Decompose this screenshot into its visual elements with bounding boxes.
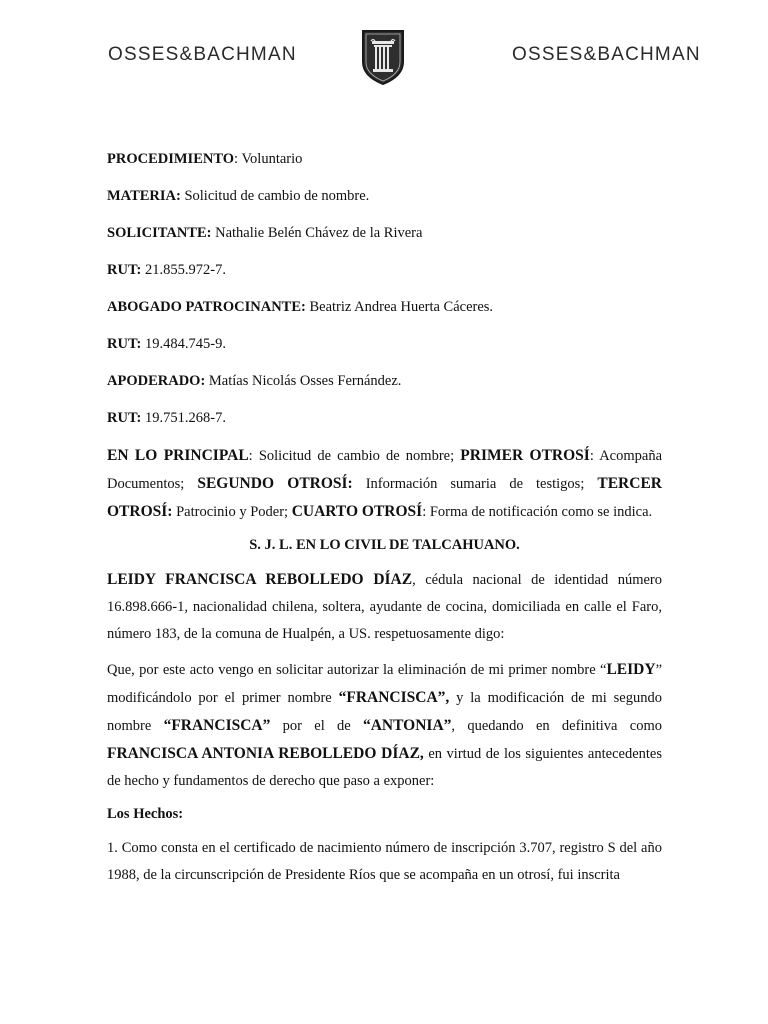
field-rut-apoderado: RUT: 19.751.268-7. (107, 410, 226, 426)
field-rut-solicitante: RUT: 21.855.972-7. (107, 262, 226, 278)
field-rut-abogado: RUT: 19.484.745-9. (107, 336, 226, 352)
court-heading: S. J. L. EN LO CIVIL DE TALCAHUANO. (249, 537, 520, 553)
column-shield-icon (360, 28, 406, 86)
field-abogado: ABOGADO PATROCINANTE: Beatriz Andrea Huerta Cáceres. (107, 299, 494, 315)
facts-heading: Los Hechos: (107, 806, 184, 822)
summary-paragraph: EN LO PRINCIPAL: Solicitud de cambio de nombre; PRIMER OTROSÍ: Acompaña Documentos; SEGUNDO OTROSÍ: Información sumaria de testigos; TERCER OTROSÍ: Patrocinio y Poder; CUARTO OTROSÍ: Forma de notificación como se indica. (107, 447, 663, 520)
letterhead (0, 0, 768, 100)
fact-paragraph-1: 1. Como consta en el certificado de nacimiento número de inscripción 3.707, registro S del año 1988, de la circunscripción de Presidente Ríos que se acompaña en un otrosí, fui inscrita (107, 840, 662, 883)
document-body (107, 150, 662, 889)
field-apoderado: APODERADO: Matías Nicolás Osses Fernández. (107, 373, 402, 389)
request-paragraph: Que, por este acto vengo en solicitar autorizar la eliminación de mi primer nombre “LEIDY” modificándolo por el primer nombre “FRANCISCA”, y la modificación de mi segundo nombre “FRANCISCA” por el de “ANTONIA”, quedando en definitiva como FRANCISCA ANTONIA REBOLLEDO DÍAZ, en virtud de los siguientes antecedentes de hecho y fundamentos de derecho que paso a exponer: (107, 661, 662, 789)
field-procedimiento: PROCEDIMIENTO: Voluntario (107, 151, 303, 167)
brand-right: OSSES&BACHMAN (512, 44, 701, 65)
petitioner-paragraph: LEIDY FRANCISCA REBOLLEDO DÍAZ, cédula nacional de identidad número 16.898.666-1, nacionalidad chilena, soltera, ayudante de cocina, domiciliada en calle el Faro, número 183, de la comuna de Hualpén, a US. respetuosamente digo: (107, 571, 662, 642)
field-materia: MATERIA: Solicitud de cambio de nombre. (107, 188, 370, 204)
field-solicitante: SOLICITANTE: Nathalie Belén Chávez de la Rivera (107, 225, 423, 241)
brand-left: OSSES&BACHMAN (108, 44, 297, 65)
